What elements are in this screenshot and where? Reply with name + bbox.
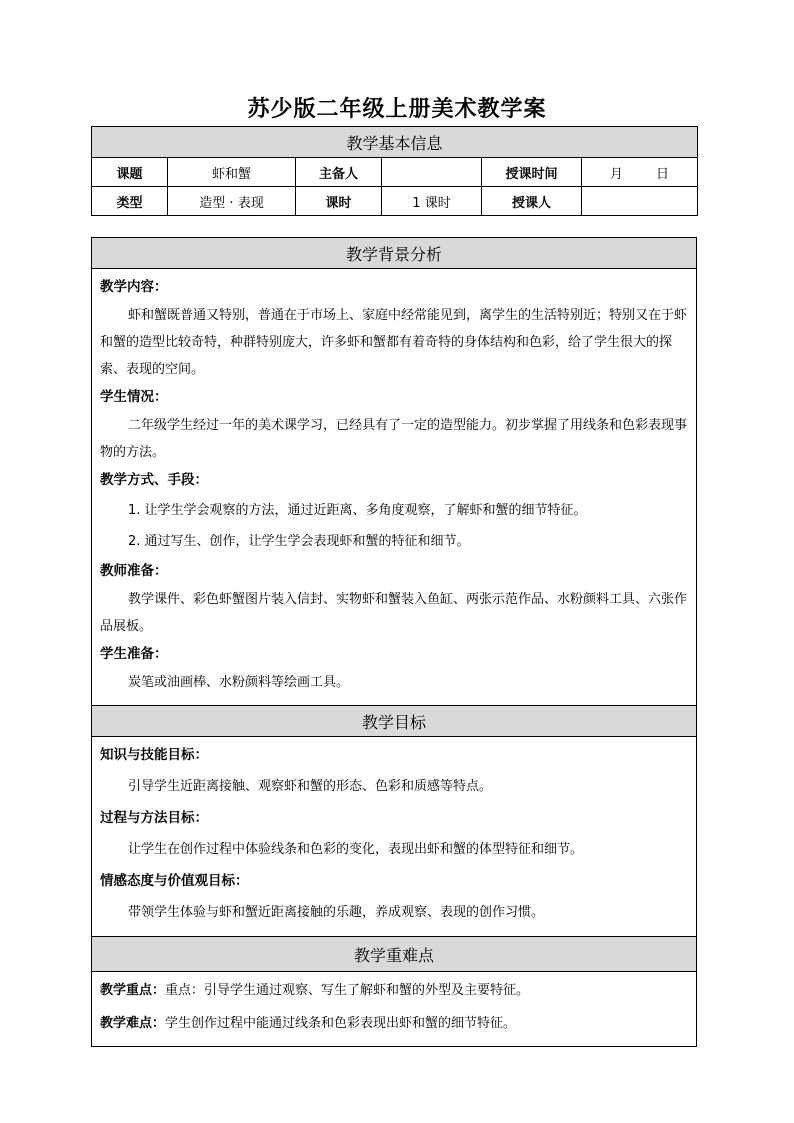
student-prep-text: 炭笔或油画棒、水粉颜料等绘画工具。	[128, 675, 350, 690]
value-type: 造型 · 表现	[168, 187, 296, 216]
focus-label: 教学重点：	[100, 983, 166, 998]
teacher-prep-heading: 教师准备：	[100, 563, 168, 579]
lesson-plan-table	[91, 237, 697, 1047]
background-header: 教学背景分析	[92, 238, 697, 269]
label-class-time: 授课时间	[482, 158, 582, 187]
process-goal-heading: 过程与方法目标：	[100, 810, 208, 826]
background-section	[92, 269, 697, 706]
student-prep-block	[100, 640, 688, 696]
knowledge-goal-heading: 知识与技能目标：	[100, 747, 208, 763]
teaching-method-item: 1. 让学生学会观察的方法，通过近距离、多角度观察，了解虾和蟹的细节特征。	[128, 503, 587, 518]
focus-text: 重点：引导学生通过观察、写生了解虾和蟹的外型及主要特征。	[165, 983, 530, 998]
value-lead-preparer	[382, 158, 482, 187]
value-periods: 1 课时	[382, 187, 482, 216]
keypoints-header: 教学重难点	[92, 937, 697, 972]
value-class-time: 月 日	[582, 158, 698, 187]
teaching-content-heading: 教学内容：	[100, 279, 168, 295]
focus-line	[100, 974, 688, 1007]
basic-info-table	[91, 126, 698, 216]
teaching-content-text: 虾和蟹既普通又特别，普通在于市场上、家庭中经常能见到，离学生的生活特别近；特别又在于虾和蟹的造型比较奇特，种群特别庞大，许多虾和蟹都有着奇特的身体结构和色彩，给了学生很大的探索、表现的空间。	[100, 308, 688, 377]
knowledge-goal-text: 引导学生近距离接触、观察虾和蟹的形态、色彩和质感等特点。	[128, 779, 493, 794]
value-topic: 虾和蟹	[168, 158, 296, 187]
goals-header: 教学目标	[92, 706, 697, 737]
student-situation-text: 二年级学生经过一年的美术课学习，已经具有了一定的造型能力。初步掌握了用线条和色彩表现事物的方法。	[100, 418, 688, 460]
difficulty-text: 学生创作过程中能通过线条和色彩表现出虾和蟹的细节特征。	[165, 1016, 517, 1031]
keypoints-section	[92, 972, 697, 1047]
label-teacher: 授课人	[482, 187, 582, 216]
student-situation-heading: 学生情况：	[100, 389, 168, 405]
teaching-methods-block	[100, 466, 688, 557]
label-topic: 课题	[92, 158, 168, 187]
student-situation-block	[100, 383, 688, 466]
label-type: 类型	[92, 187, 168, 216]
knowledge-goal-block	[100, 741, 688, 804]
student-prep-heading: 学生准备：	[100, 646, 168, 662]
teaching-method-item: 2. 通过写生、创作，让学生学会表现虾和蟹的特征和细节。	[128, 534, 470, 549]
value-teacher	[582, 187, 698, 216]
label-lead-preparer: 主备人	[296, 158, 382, 187]
goals-section	[92, 737, 697, 937]
emotion-goal-block	[100, 867, 688, 930]
teaching-content-block	[100, 273, 688, 383]
teacher-prep-block	[100, 557, 688, 640]
basic-info-header: 教学基本信息	[92, 127, 698, 158]
process-goal-text: 让学生在创作过程中体验线条和色彩的变化，表现出虾和蟹的体型特征和细节。	[128, 842, 584, 857]
emotion-goal-heading: 情感态度与价值观目标：	[100, 873, 249, 889]
process-goal-block	[100, 804, 688, 867]
difficulty-line	[100, 1007, 688, 1040]
document-title: 苏少版二年级上册美术教学案	[247, 96, 547, 122]
emotion-goal-text: 带领学生体验与虾和蟹近距离接触的乐趣，养成观察、表现的创作习惯。	[128, 905, 545, 920]
difficulty-label: 教学难点：	[100, 1016, 166, 1031]
label-periods: 课时	[296, 187, 382, 216]
teacher-prep-text: 教学课件、彩色虾蟹图片装入信封、实物虾和蟹装入鱼缸、两张示范作品、水粉颜料工具、六张作品展板。	[100, 592, 688, 634]
teaching-methods-heading: 教学方式、手段：	[100, 472, 208, 488]
